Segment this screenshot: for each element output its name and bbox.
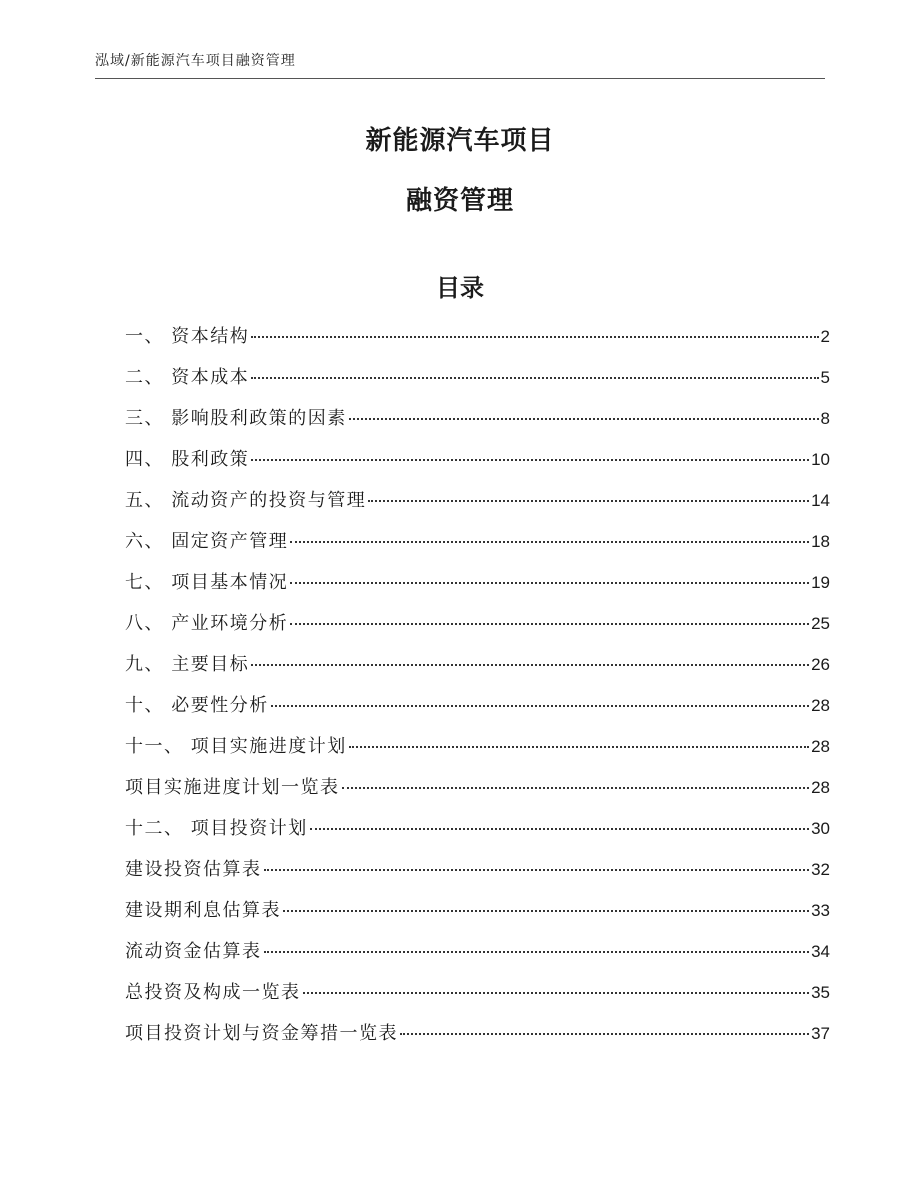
toc-entry[interactable] [125, 814, 830, 855]
toc-entry-page: 37 [811, 1024, 830, 1043]
toc-entry-page: 18 [811, 532, 830, 551]
toc-entry-page: 28 [811, 737, 830, 756]
toc-entry-label: 十一、 项目实施进度计划 [125, 736, 347, 757]
toc-leader-dots [251, 318, 818, 338]
toc-leader-dots [264, 933, 810, 953]
toc-entry-page: 26 [811, 655, 830, 674]
toc-entry-page: 28 [811, 778, 830, 797]
toc-leader-dots [400, 1015, 809, 1035]
toc-entry[interactable] [125, 609, 830, 650]
toc-entry-label: 项目投资计划与资金筹措一览表 [125, 1023, 398, 1044]
toc-entry[interactable] [125, 732, 830, 773]
toc-entry-label: 九、 主要目标 [125, 654, 250, 675]
toc-entry-page: 33 [811, 901, 830, 920]
toc-entry-label: 三、 影响股利政策的因素 [125, 408, 347, 429]
toc-entry-label: 四、 股利政策 [125, 449, 250, 470]
toc-entry[interactable] [125, 855, 830, 896]
toc-leader-dots [251, 441, 809, 461]
toc-entry-page: 14 [811, 491, 830, 510]
toc-entry[interactable] [125, 322, 830, 363]
toc-entry-page: 19 [811, 573, 830, 592]
toc-leader-dots [342, 769, 810, 789]
toc-entry-page: 28 [811, 696, 830, 715]
toc-entry[interactable] [125, 1019, 830, 1060]
toc-entry[interactable] [125, 978, 830, 1019]
toc-entry-page: 35 [811, 983, 830, 1002]
toc-entry-label: 六、 固定资产管理 [125, 531, 289, 552]
toc-entry-page: 25 [811, 614, 830, 633]
toc-entry-page: 30 [811, 819, 830, 838]
toc-entry-label: 流动资金估算表 [125, 941, 262, 962]
toc-leader-dots [251, 359, 818, 379]
toc-leader-dots [283, 892, 809, 912]
toc-entry-page: 10 [811, 450, 830, 469]
toc-leader-dots [290, 564, 809, 584]
toc-leader-dots [349, 400, 819, 420]
toc-entry-page: 34 [811, 942, 830, 961]
toc-entry[interactable] [125, 363, 830, 404]
toc-leader-dots [290, 605, 809, 625]
toc-entry-label: 一、 资本结构 [125, 326, 250, 347]
toc-entry-label: 总投资及构成一览表 [125, 982, 301, 1003]
running-header: 泓域/新能源汽车项目融资管理 [95, 50, 825, 79]
toc-entry-label: 建设期利息估算表 [125, 900, 281, 921]
toc-entry-label: 十二、 项目投资计划 [125, 818, 308, 839]
toc-entry[interactable] [125, 773, 830, 814]
toc-leader-dots [368, 482, 809, 502]
table-of-contents [125, 322, 830, 1060]
toc-entry[interactable] [125, 568, 830, 609]
toc-leader-dots [349, 728, 809, 748]
toc-entry[interactable] [125, 445, 830, 486]
toc-entry[interactable] [125, 896, 830, 937]
toc-entry-label: 十、 必要性分析 [125, 695, 269, 716]
toc-entry[interactable] [125, 486, 830, 527]
document-title-line-2: 融资管理 [405, 186, 514, 216]
document-title-line-1: 新能源汽车项目 [365, 126, 555, 156]
toc-entry[interactable] [125, 404, 830, 445]
toc-entry-label: 二、 资本成本 [125, 367, 250, 388]
toc-entry-page: 5 [820, 368, 830, 387]
toc-entry-label: 八、 产业环境分析 [125, 613, 289, 634]
toc-leader-dots [264, 851, 810, 871]
toc-entry-page: 8 [820, 409, 830, 428]
toc-entry[interactable] [125, 650, 830, 691]
toc-entry[interactable] [125, 937, 830, 978]
toc-entry-page: 2 [820, 327, 830, 346]
toc-entry[interactable] [125, 527, 830, 568]
toc-leader-dots [251, 646, 809, 666]
toc-entry-label: 七、 项目基本情况 [125, 572, 289, 593]
toc-entry-label: 五、 流动资产的投资与管理 [125, 490, 367, 511]
toc-heading: 目录 [436, 274, 484, 302]
toc-entry-label: 建设投资估算表 [125, 859, 262, 880]
toc-leader-dots [271, 687, 809, 707]
toc-entry-label: 项目实施进度计划一览表 [125, 777, 340, 798]
toc-leader-dots [310, 810, 809, 830]
toc-entry[interactable] [125, 691, 830, 732]
toc-leader-dots [303, 974, 810, 994]
toc-entry-page: 32 [811, 860, 830, 879]
toc-leader-dots [290, 523, 809, 543]
